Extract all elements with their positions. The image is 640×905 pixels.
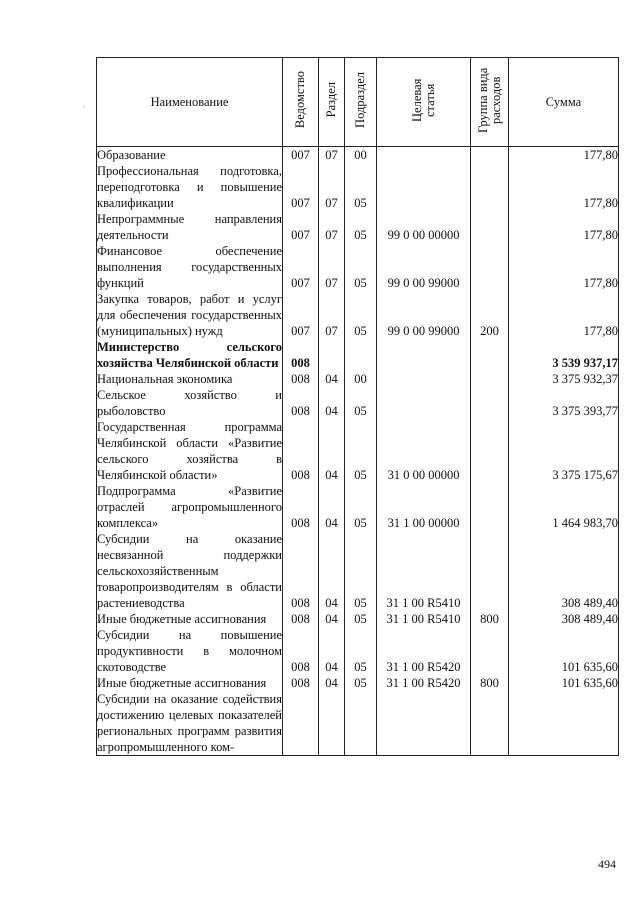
row-target: 31 1 00 R5410 bbox=[377, 531, 471, 611]
row-group bbox=[471, 243, 509, 291]
row-group bbox=[471, 483, 509, 531]
row-section: 04 bbox=[319, 627, 345, 675]
row-dept: 008 bbox=[283, 419, 319, 483]
row-group bbox=[471, 531, 509, 611]
row-dept: 008 bbox=[283, 387, 319, 419]
row-section: 04 bbox=[319, 531, 345, 611]
row-sum: 3 539 937,17 bbox=[509, 339, 619, 371]
page-number: 494 bbox=[598, 857, 616, 871]
row-name: Субсидии на оказание содействия достижению целевых показателей региональных программ развития агропромышленного ком- bbox=[97, 692, 282, 754]
scan-dot: · bbox=[83, 103, 86, 112]
table-row bbox=[97, 531, 619, 611]
table-row bbox=[97, 211, 619, 243]
row-section bbox=[319, 691, 345, 756]
row-sum: 1 464 983,70 bbox=[509, 483, 619, 531]
row-sum: 177,80 bbox=[509, 147, 619, 164]
header-sum: Сумма bbox=[509, 58, 619, 147]
row-name: Финансовое обеспечение выполнения государственных функций bbox=[97, 244, 282, 290]
row-dept: 008 bbox=[283, 627, 319, 675]
row-sum: 101 635,60 bbox=[509, 627, 619, 675]
row-subsection: 05 bbox=[345, 675, 377, 691]
row-target: 31 1 00 00000 bbox=[377, 483, 471, 531]
row-name: Непрограммные направления деятельности bbox=[97, 212, 282, 242]
table-row bbox=[97, 339, 619, 371]
row-subsection: 05 bbox=[345, 483, 377, 531]
row-subsection: 05 bbox=[345, 387, 377, 419]
header-target: Целевая статья bbox=[377, 58, 471, 147]
row-section: 04 bbox=[319, 611, 345, 627]
row-dept: 007 bbox=[283, 243, 319, 291]
row-target bbox=[377, 147, 471, 164]
row-name: Национальная экономика bbox=[97, 371, 283, 387]
row-subsection: 05 bbox=[345, 627, 377, 675]
row-sum: 3 375 393,77 bbox=[509, 387, 619, 419]
budget-table bbox=[96, 57, 619, 756]
header-name: Наименование bbox=[97, 58, 283, 147]
header-group: Группа вида расходов bbox=[471, 58, 509, 147]
row-subsection: 05 bbox=[345, 211, 377, 243]
row-target bbox=[377, 371, 471, 387]
row-dept: 008 bbox=[283, 611, 319, 627]
header-section: Раздел bbox=[319, 58, 345, 147]
row-group bbox=[471, 691, 509, 756]
row-group bbox=[471, 387, 509, 419]
row-group bbox=[471, 163, 509, 211]
row-subsection: 05 bbox=[345, 531, 377, 611]
table-row bbox=[97, 483, 619, 531]
row-sum: 3 375 175,67 bbox=[509, 419, 619, 483]
row-name: Иные бюджетные ассигнования bbox=[97, 675, 283, 691]
row-section: 04 bbox=[319, 675, 345, 691]
row-group bbox=[471, 339, 509, 371]
row-group: 200 bbox=[471, 291, 509, 339]
header-dept: Ведомство bbox=[283, 58, 319, 147]
row-group bbox=[471, 371, 509, 387]
table-row bbox=[97, 291, 619, 339]
row-name: Подпрограмма «Развитие отраслей агропромышленного комплекса» bbox=[97, 484, 282, 530]
row-dept: 008 bbox=[283, 339, 319, 371]
row-name: Субсидии на оказание несвязанной поддержки сельскохозяйственным товаропроизводителям в области растениеводства bbox=[97, 532, 282, 610]
header-subsection: Подраздел bbox=[345, 58, 377, 147]
row-subsection: 00 bbox=[345, 147, 377, 164]
row-dept: 008 bbox=[283, 675, 319, 691]
row-section: 07 bbox=[319, 243, 345, 291]
row-name: Образование bbox=[97, 147, 283, 164]
table-row bbox=[97, 691, 619, 756]
row-subsection: 05 bbox=[345, 611, 377, 627]
row-dept bbox=[283, 691, 319, 756]
row-dept: 007 bbox=[283, 211, 319, 243]
row-dept: 007 bbox=[283, 291, 319, 339]
row-sum bbox=[509, 691, 619, 756]
table-row bbox=[97, 387, 619, 419]
row-target bbox=[377, 387, 471, 419]
row-target bbox=[377, 163, 471, 211]
table-row bbox=[97, 611, 619, 627]
table-row bbox=[97, 243, 619, 291]
row-subsection: 00 bbox=[345, 371, 377, 387]
row-sum: 308 489,40 bbox=[509, 531, 619, 611]
row-target: 99 0 00 99000 bbox=[377, 291, 471, 339]
row-target: 99 0 00 00000 bbox=[377, 211, 471, 243]
row-section bbox=[319, 339, 345, 371]
row-target bbox=[377, 339, 471, 371]
row-group: 800 bbox=[471, 675, 509, 691]
table-body bbox=[97, 147, 619, 756]
row-group bbox=[471, 211, 509, 243]
table-row bbox=[97, 675, 619, 691]
row-dept: 007 bbox=[283, 163, 319, 211]
row-dept: 008 bbox=[283, 371, 319, 387]
row-dept: 008 bbox=[283, 483, 319, 531]
row-subsection: 05 bbox=[345, 291, 377, 339]
row-sum: 177,80 bbox=[509, 211, 619, 243]
row-group bbox=[471, 147, 509, 164]
row-target: 99 0 00 99000 bbox=[377, 243, 471, 291]
row-subsection: 05 bbox=[345, 419, 377, 483]
row-sum: 177,80 bbox=[509, 243, 619, 291]
row-section: 04 bbox=[319, 387, 345, 419]
row-sum: 3 375 932,37 bbox=[509, 371, 619, 387]
table-header-row bbox=[97, 58, 619, 147]
row-name: Субсидии на повышение продуктивности в молочном скотоводстве bbox=[97, 628, 282, 674]
row-sum: 177,80 bbox=[509, 291, 619, 339]
table-row bbox=[97, 163, 619, 211]
row-name: Министерство сельского хозяйства Челябинской области bbox=[97, 340, 282, 370]
row-subsection: 05 bbox=[345, 243, 377, 291]
row-target: 31 0 00 00000 bbox=[377, 419, 471, 483]
row-subsection bbox=[345, 339, 377, 371]
row-section: 07 bbox=[319, 291, 345, 339]
row-section: 04 bbox=[319, 371, 345, 387]
table-row bbox=[97, 627, 619, 675]
row-section: 07 bbox=[319, 147, 345, 164]
row-subsection bbox=[345, 691, 377, 756]
table-row bbox=[97, 371, 619, 387]
row-section: 07 bbox=[319, 211, 345, 243]
row-group bbox=[471, 419, 509, 483]
row-sum: 177,80 bbox=[509, 163, 619, 211]
table-row bbox=[97, 419, 619, 483]
row-name: Иные бюджетные ассигнования bbox=[97, 611, 283, 627]
row-group bbox=[471, 627, 509, 675]
row-target: 31 1 00 R5420 bbox=[377, 627, 471, 675]
row-name: Сельское хозяйство и рыболовство bbox=[97, 388, 282, 418]
row-section: 07 bbox=[319, 163, 345, 211]
row-section: 04 bbox=[319, 419, 345, 483]
row-section: 04 bbox=[319, 483, 345, 531]
row-name: Профессиональная подготовка, переподготовка и повышение квалификации bbox=[97, 164, 282, 210]
row-name: Закупка товаров, работ и услуг для обеспечения государственных (муниципальных) нужд bbox=[97, 292, 282, 338]
row-sum: 308 489,40 bbox=[509, 611, 619, 627]
row-target: 31 1 00 R5420 bbox=[377, 675, 471, 691]
row-dept: 008 bbox=[283, 531, 319, 611]
row-target bbox=[377, 691, 471, 756]
row-dept: 007 bbox=[283, 147, 319, 164]
row-target: 31 1 00 R5410 bbox=[377, 611, 471, 627]
table-row bbox=[97, 147, 619, 164]
row-name: Государственная программа Челябинской области «Развитие сельского хозяйства в Челябинской области» bbox=[97, 420, 282, 482]
row-subsection: 05 bbox=[345, 163, 377, 211]
row-group: 800 bbox=[471, 611, 509, 627]
row-sum: 101 635,60 bbox=[509, 675, 619, 691]
